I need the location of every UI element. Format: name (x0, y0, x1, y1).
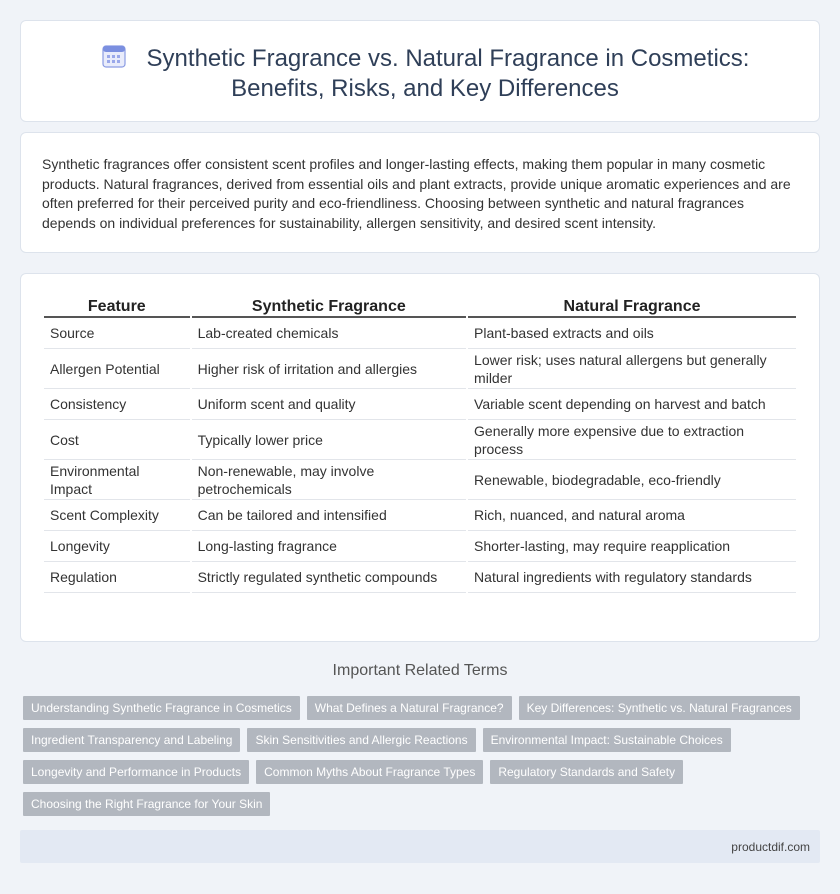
calendar-icon (101, 43, 127, 69)
related-tag[interactable]: Longevity and Performance in Products (23, 760, 249, 784)
feature-cell: Scent Complexity (44, 500, 190, 531)
related-tag[interactable]: Environmental Impact: Sustainable Choices (483, 728, 731, 752)
natural-cell: Generally more expensive due to extraction process (468, 420, 796, 460)
synthetic-cell: Long-lasting fragrance (192, 531, 466, 562)
table-row (44, 349, 796, 389)
feature-cell: Source (44, 318, 190, 349)
natural-cell: Plant-based extracts and oils (468, 318, 796, 349)
natural-cell: Renewable, biodegradable, eco-friendly (468, 460, 796, 500)
header-card (20, 20, 820, 122)
related-tag[interactable]: Regulatory Standards and Safety (490, 760, 683, 784)
related-terms-tags (23, 696, 803, 824)
related-tag[interactable]: Ingredient Transparency and Labeling (23, 728, 240, 752)
related-tag[interactable]: Key Differences: Synthetic vs. Natural Fragrances (519, 696, 800, 720)
natural-cell: Lower risk; uses natural allergens but generally milder (468, 349, 796, 389)
footer-site-link[interactable]: productdif.com (731, 840, 810, 854)
intro-paragraph: Synthetic fragrances offer consistent scent profiles and longer-lasting effects, making them popular in many cosmetic products. Natural fragrances, derived from essential oils and plant extracts, provide unique aromatic experiences and are often preferred for their perceived purity and eco-friendliness. Choosing between synthetic and natural fragrances depends on individual preferences for sustainability, allergen sensitivity, and desired scent intensity. (42, 156, 791, 231)
synthetic-cell: Uniform scent and quality (192, 389, 466, 420)
natural-cell: Natural ingredients with regulatory standards (468, 562, 796, 593)
page-title: Synthetic Fragrance vs. Natural Fragrance in Cosmetics: Benefits, Risks, and Key Differences (146, 45, 750, 102)
table-header-row (44, 296, 796, 318)
related-tag[interactable]: Common Myths About Fragrance Types (256, 760, 483, 784)
table-row (44, 531, 796, 562)
synthetic-cell: Higher risk of irritation and allergies (192, 349, 466, 389)
header-synthetic: Synthetic Fragrance (192, 296, 466, 318)
table-row (44, 318, 796, 349)
related-tag[interactable]: What Defines a Natural Fragrance? (307, 696, 512, 720)
header-feature: Feature (44, 296, 190, 318)
comparison-card (20, 273, 820, 642)
feature-cell: Regulation (44, 562, 190, 593)
related-tag[interactable]: Skin Sensitivities and Allergic Reactions (247, 728, 475, 752)
table-row (44, 460, 796, 500)
header-natural: Natural Fragrance (468, 296, 796, 318)
feature-cell: Environmental Impact (44, 460, 190, 500)
page-title-wrap (51, 43, 799, 104)
related-terms-title: Important Related Terms (332, 662, 508, 679)
synthetic-cell: Lab-created chemicals (192, 318, 466, 349)
table-row (44, 562, 796, 593)
feature-cell: Cost (44, 420, 190, 460)
footer (20, 830, 820, 863)
related-tag[interactable]: Choosing the Right Fragrance for Your Skin (23, 792, 270, 816)
synthetic-cell: Typically lower price (192, 420, 466, 460)
feature-cell: Consistency (44, 389, 190, 420)
synthetic-cell: Can be tailored and intensified (192, 500, 466, 531)
synthetic-cell: Strictly regulated synthetic compounds (192, 562, 466, 593)
table-row (44, 500, 796, 531)
feature-cell: Allergen Potential (44, 349, 190, 389)
natural-cell: Variable scent depending on harvest and batch (468, 389, 796, 420)
natural-cell: Shorter-lasting, may require reapplication (468, 531, 796, 562)
feature-cell: Longevity (44, 531, 190, 562)
intro-card (20, 132, 820, 253)
related-tag[interactable]: Understanding Synthetic Fragrance in Cosmetics (23, 696, 300, 720)
comparison-table (42, 296, 798, 593)
table-row (44, 389, 796, 420)
natural-cell: Rich, nuanced, and natural aroma (468, 500, 796, 531)
table-row (44, 420, 796, 460)
synthetic-cell: Non-renewable, may involve petrochemicals (192, 460, 466, 500)
